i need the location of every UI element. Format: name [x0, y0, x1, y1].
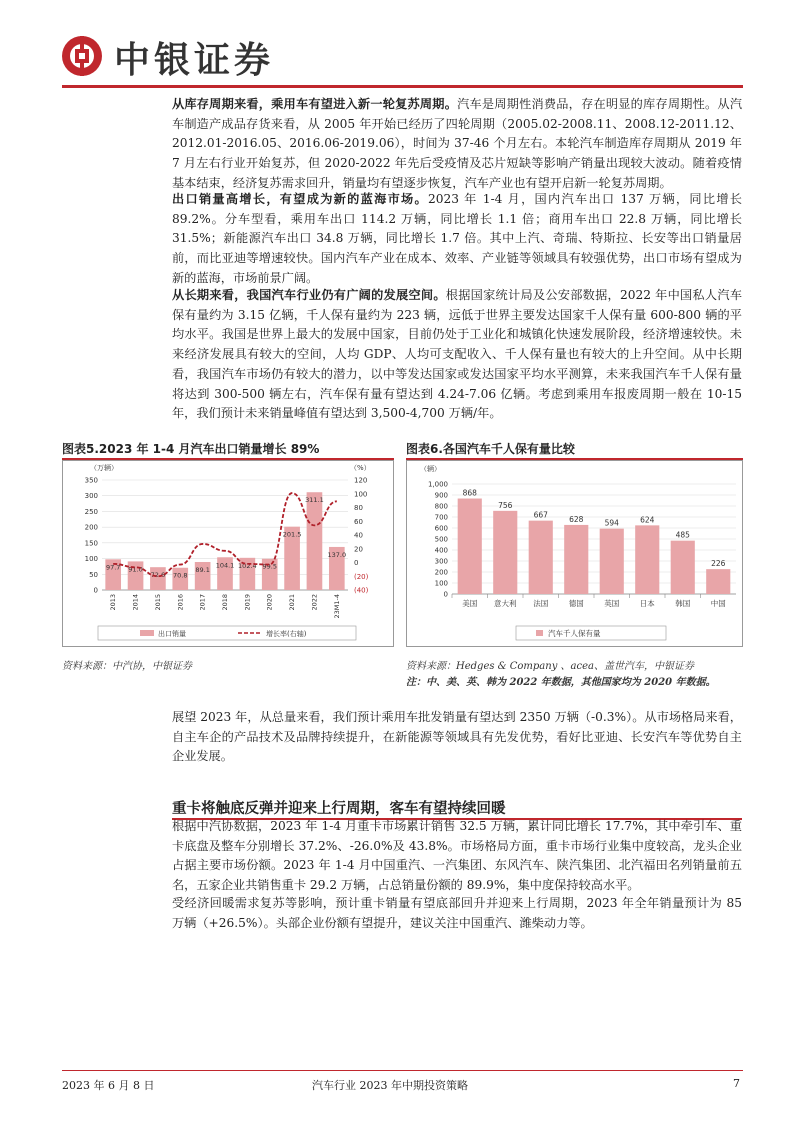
paragraph-inventory-cycle: 从库存周期来看，乘用车有望进入新一轮复苏周期。汽车是周期性消费品，存在明显的库存周期性。从汽车制造产成品存货来看，从 2005 年开始已经历了四轮周期（2005.02-2008.11、2008.12-2011.12、2012.01-2016.05、2016.06-2019.06），时间为 37-46 个月左右。本轮汽车制造库存周期从 2019 年 7 月左右行业开始复苏，但 2020-2022 年先后受疫情及芯片短缺等影响产销量出现较大波动。随着疫情基本结束，经济复苏需求回升，销量均有望逐步恢复，汽车产业也有望开启新一轮复苏周期。 [172, 97, 743, 190]
chart5-category-label: 2021 [288, 594, 297, 611]
chart6-category-label: 德国 [568, 599, 584, 608]
chart6-bar-label: 628 [569, 514, 584, 524]
chart6-bar [564, 525, 588, 594]
chart6-tick: 800 [434, 502, 448, 511]
chart5-bar [307, 492, 323, 590]
chart5-legend-bar-label: 出口销量 [158, 630, 186, 638]
chart5-right-tick: (40) [354, 586, 369, 595]
chart6-bar [600, 529, 624, 594]
chart5-legend-line-label: 增长率(右轴) [266, 630, 307, 638]
chart5-left-unit: （万辆） [90, 464, 118, 472]
chart5-category-label: 2018 [221, 594, 229, 611]
brand-name: 中银证券 [114, 40, 275, 81]
chart5-category-label: 2020 [265, 594, 274, 611]
chart6-category-label: 英国 [604, 599, 620, 608]
figure6-title: 图表6.各国汽车千人保有量比较 [406, 442, 575, 456]
paragraph-long-term: 从长期来看，我国汽车行业仍有广阔的发展空间。根据国家统计局及公安部数据，2022 年中国私人汽车保有量约为 3.15 亿辆，千人保有量约为 223 辆，远低于世界主要发达国家千人保有量 600-800 辆的平均水平。我国是世界上最大的发展中国家，目前仍处于工业化和城镇化快速发展阶段，经济增速较快。未来经济发展具有较大的空间，人均 GDP、人均可支配收入、千人保有量也有较大的上升空间。从中长期看，我国汽车市场仍有较大的潜力，以中等发达国家或发达国家平均水平测算，未来我国汽车千人保有量将达到 300-500 辆左右，汽车保有量有望达到 4.24-7.06 亿辆。考虑到乘用车报废周期一般在 10-15 年，我们预计未来销量峰值有望达到 3,500-4,700 万辆/年。 [172, 288, 743, 421]
chart5-category-label: 2022 [310, 594, 319, 611]
chart6-bar-label: 868 [462, 488, 477, 498]
chart5-bar-label: 99.5 [262, 562, 277, 571]
chart5-right-tick: 100 [354, 490, 368, 499]
chart5-category-label: 2019 [243, 594, 252, 611]
chart5-category-label: 2015 [153, 594, 162, 611]
chart6-category-label: 美国 [462, 599, 478, 608]
chart5-right-tick: 20 [354, 545, 363, 554]
chart6-tick: 300 [434, 557, 448, 566]
chart5-category-label: 2013 [109, 594, 118, 611]
page-number: 7 [733, 1077, 740, 1090]
chart6-tick: 400 [434, 546, 448, 555]
chart5-left-tick: 350 [84, 476, 98, 485]
paragraph-heavy-truck: 根据中汽协数据，2023 年 1-4 月重卡市场累计销售 32.5 万辆，累计同比增长 17.7%，其中牵引车、重卡底盘及整车分别增长 37.2%、-26.0%及 43.8%。市场格局方面，重卡市场行业集中度较高，龙头企业占据主要市场份额。2023 年 1-4 月中国重汽、一汽集团、东风汽车、陕汽集团、北汽福田名列销量前五名，五家企业共销售重卡 29.2 万辆，占总销量份额的 89.9%，集中度保持较高水平。 [172, 819, 742, 893]
section-title: 重卡将触底反弹并迎来上行周期，客车有望持续回暖 [172, 801, 506, 817]
chart5-left-tick: 300 [84, 492, 98, 501]
footer-date: 2023 年 6 月 8 日 [62, 1079, 155, 1092]
chart5-bar-label: 137.0 [327, 550, 347, 559]
chart5-right-unit: （%） [350, 464, 371, 472]
chart6-bar-label: 667 [533, 510, 548, 520]
chart6-bar-label: 624 [640, 515, 655, 525]
bank-logo-icon [62, 36, 102, 76]
chart5-bar-label: 72.6 [150, 571, 166, 580]
footer-title: 汽车行业 2023 年中期投资策略 [312, 1079, 468, 1092]
chart6-tick: 700 [434, 513, 448, 522]
chart6-category-label: 中国 [710, 599, 726, 608]
chart6-bar [529, 521, 553, 594]
paragraph-export: 出口销量高增长，有望成为新的蓝海市场。2023 年 1-4 月，国内汽车出口 137 万辆，同比增长 89.2%。分车型看，乘用车出口 114.2 万辆，同比增长 1.1 倍；商用车出口 22.8 万辆，同比增长 31.5%；新能源汽车出口 34.8 万辆，同比增长 1.7 倍。其中上汽、奇瑞、特斯拉、长安等出口销量居前，而比亚迪等增速较快。国内汽车产业在成本、效率、产业链等领域具有较强优势，出口市场有望成为新的蓝海，市场前景广阔。 [172, 192, 742, 285]
chart6-category-label: 法国 [533, 599, 549, 608]
chart5-right-tick: 0 [354, 559, 359, 567]
chart5-bar-label: 201.5 [282, 530, 302, 539]
chart6-bar-label: 226 [711, 559, 726, 569]
figure6-source: 资料来源：Hedges & Company 、acea、盖世汽车，中银证券 [406, 661, 694, 672]
chart6-bar-label: 756 [498, 500, 513, 510]
chart6-category-label: 日本 [639, 599, 655, 608]
chart5-category-label: 23M1-4 [332, 594, 341, 619]
paragraph-outlook: 展望 2023 年，从总量来看，我们预计乘用车批发销量有望达到 2350 万辆（-0.3%）。从市场格局来看，自主车企的产品技术及品牌持续提升，在新能源等领域具有先发优势，看好比亚迪、长安汽车等优势自主企业发展。 [172, 710, 742, 764]
chart5-left-tick: 200 [84, 523, 98, 532]
chart6-category-label: 韩国 [675, 599, 691, 608]
figure5-source: 资料来源：中汽协，中银证券 [62, 661, 192, 672]
chart5-left-tick: 100 [84, 555, 98, 564]
chart6-bar [706, 569, 730, 594]
chart5-right-tick: 80 [354, 504, 363, 512]
chart5-bar-label: 104.1 [215, 561, 235, 570]
chart5-right-tick: 40 [354, 531, 363, 540]
chart5-bar-label: 70.8 [173, 571, 188, 580]
chart6-bar-label: 485 [675, 530, 690, 540]
chart5-bar-label: 89.1 [195, 565, 210, 574]
chart5-category-label: 2014 [131, 594, 140, 611]
chart5-left-tick: 50 [89, 570, 98, 579]
chart5-right-tick: 120 [354, 476, 368, 485]
chart6-legend-swatch [536, 630, 543, 636]
chart5-bar-label: 97.7 [105, 563, 121, 572]
figure6-chart [406, 460, 743, 650]
chart6-tick: 0 [443, 590, 448, 599]
header-divider [62, 85, 743, 88]
chart6-bar-label: 594 [604, 518, 619, 528]
chart6-tick: 200 [434, 568, 448, 577]
chart6-bar [635, 525, 659, 594]
chart6-unit: （辆） [420, 465, 441, 473]
figure6-note: 注：中、美、英、韩为 2022 年数据，其他国家均为 2020 年数据。 [406, 677, 716, 688]
chart5-legend-bar-swatch [140, 630, 154, 636]
chart5-bar-label: 91.0 [128, 565, 143, 574]
chart5-left-tick: 0 [93, 586, 98, 595]
chart5-right-tick: 60 [354, 517, 363, 526]
chart6-tick: 100 [434, 579, 448, 588]
figure5-title: 图表5.2023 年 1-4 月汽车出口销量增长 89% [62, 442, 320, 456]
chart5-category-label: 2017 [198, 594, 207, 611]
chart5-bar-label: 102.4 [238, 561, 257, 570]
chart6-legend-label: 汽车千人保有量 [548, 629, 601, 638]
chart6-bar [458, 499, 482, 594]
chart6-bar [493, 511, 517, 594]
chart6-tick: 600 [434, 524, 448, 533]
chart5-category-label: 2016 [176, 594, 185, 611]
chart6-tick: 500 [434, 535, 448, 544]
chart5-right-tick: (20) [354, 572, 369, 581]
chart6-category-label: 意大利 [494, 599, 517, 608]
chart5-bar-label: 311.1 [305, 496, 324, 505]
chart5-legend-box [98, 626, 356, 640]
paragraph-heavy-truck-outlook: 受经济回暖需求复苏等影响，预计重卡销量有望底部回升并迎来上行周期，2023 年全年销量预计为 85 万辆（+26.5%）。头部企业份额有望提升，建议关注中国重汽、潍柴动力等。 [172, 896, 742, 930]
footer-divider [62, 1070, 743, 1071]
chart5-left-tick: 150 [84, 539, 98, 548]
chart5-left-tick: 250 [84, 507, 98, 516]
chart6-bar [671, 541, 695, 594]
figure5-chart [62, 460, 394, 650]
chart6-tick: 900 [434, 491, 448, 500]
chart6-tick: 1,000 [427, 480, 448, 489]
